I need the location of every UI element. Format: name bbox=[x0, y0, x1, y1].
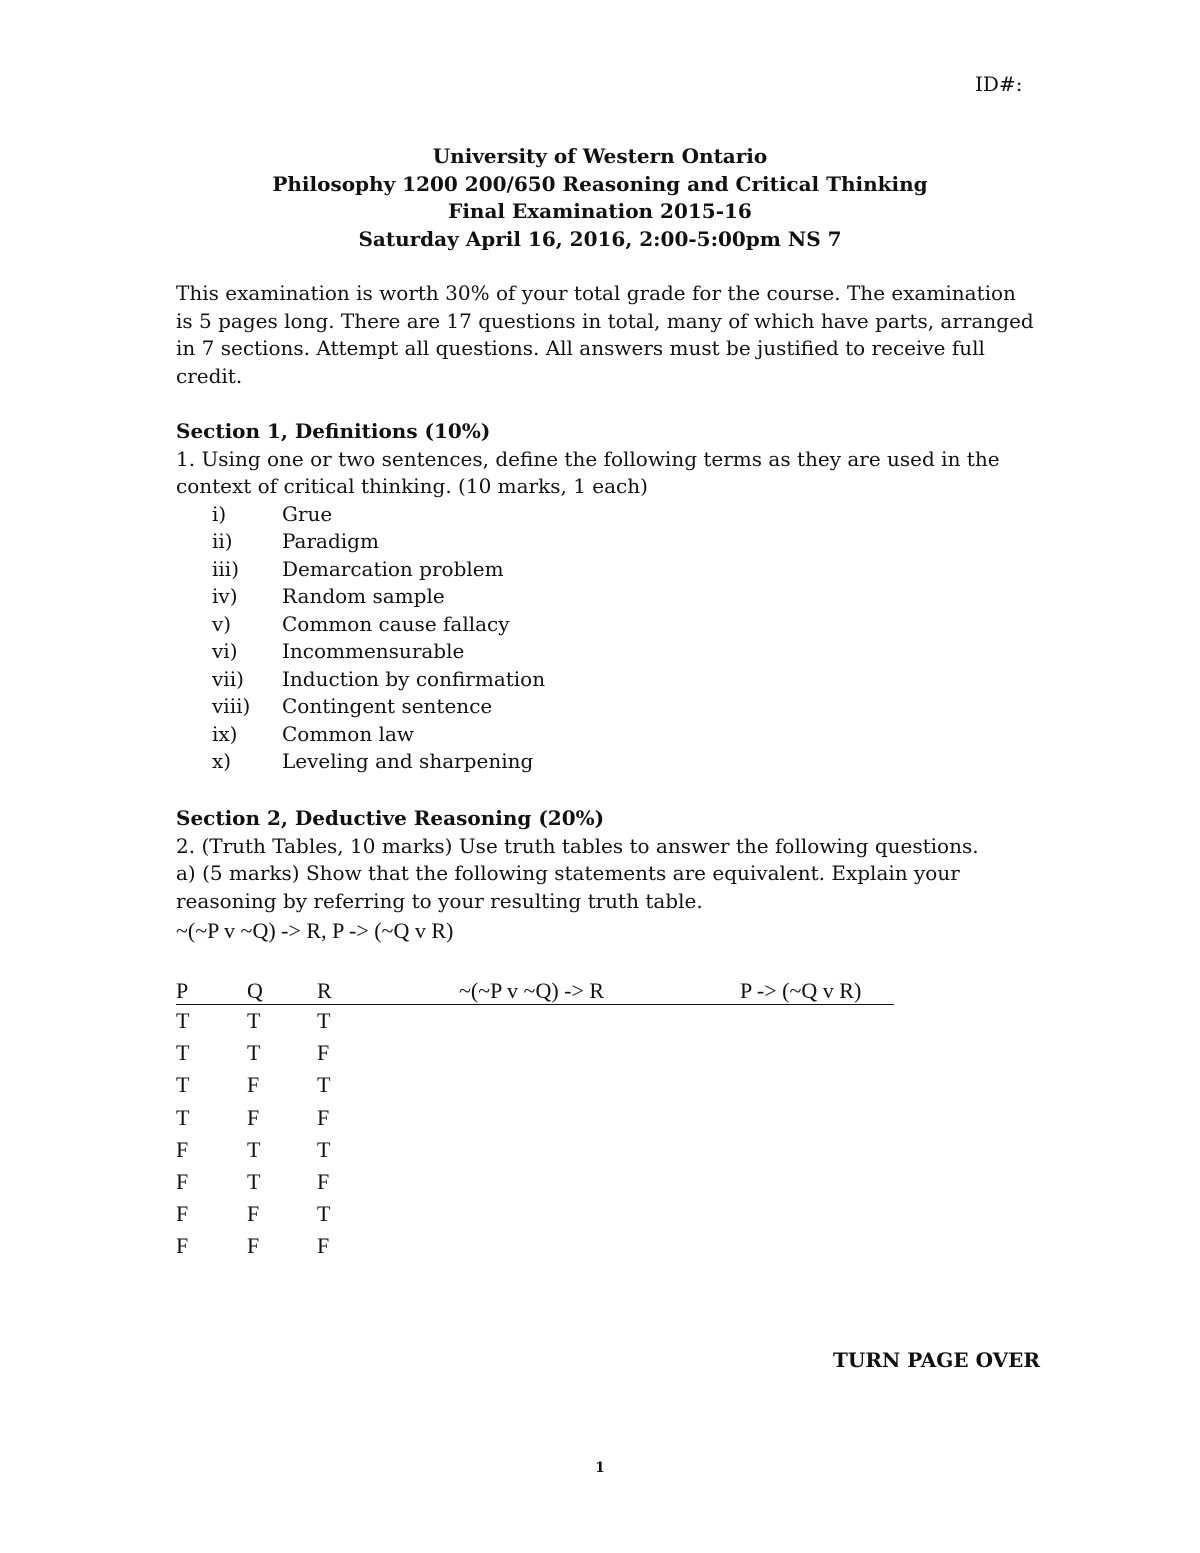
item-term: Paradigm bbox=[282, 529, 379, 553]
list-item bbox=[176, 748, 1036, 776]
item-number: iv) bbox=[212, 584, 238, 608]
item-number: viii) bbox=[212, 694, 251, 718]
table-cell: F bbox=[317, 1040, 330, 1066]
instruction-line: in 7 sections. Attempt all questions. All answers must be justified to receive full bbox=[176, 336, 985, 360]
table-cell: T bbox=[317, 1201, 331, 1227]
section-1-title: Section 1, Definitions (10%) bbox=[176, 419, 491, 443]
item-term: Induction by confirmation bbox=[282, 666, 546, 691]
table-cell: T bbox=[247, 1136, 261, 1162]
list-item bbox=[176, 638, 1036, 666]
table-cell: T bbox=[317, 1008, 331, 1033]
table-row bbox=[176, 1198, 894, 1230]
header-cell: R bbox=[317, 978, 332, 1003]
table-row bbox=[176, 1102, 894, 1134]
table-row bbox=[176, 1166, 894, 1198]
table-cell: T bbox=[247, 1168, 261, 1194]
course-title: Philosophy 1200 200/650 Reasoning and Critical Thinking bbox=[272, 171, 928, 196]
table-cell: F bbox=[317, 1104, 330, 1130]
formula-statements: ~(~P v ~Q) -> R, P -> (~Q v R) bbox=[176, 918, 454, 943]
table-cell: F bbox=[247, 1072, 260, 1098]
item-number: vii) bbox=[212, 666, 244, 691]
instruction-line: credit. bbox=[176, 363, 243, 388]
item-number: ix) bbox=[212, 721, 238, 746]
table-cell: T bbox=[247, 1040, 261, 1066]
item-term: Common law bbox=[282, 721, 414, 746]
header-cell: P -> (~Q v R) bbox=[740, 978, 862, 1003]
table-cell: T bbox=[247, 1008, 261, 1033]
header-cell: Q bbox=[247, 978, 263, 1003]
item-term: Grue bbox=[282, 501, 333, 526]
table-cell: T bbox=[176, 1104, 190, 1130]
section-2 bbox=[176, 805, 1036, 945]
table-row bbox=[176, 1069, 894, 1101]
table-cell: F bbox=[176, 1201, 189, 1227]
table-cell: F bbox=[176, 1233, 189, 1259]
table-cell: F bbox=[176, 1168, 189, 1194]
table-row bbox=[176, 1037, 894, 1069]
table-cell: T bbox=[317, 1136, 331, 1162]
exam-header bbox=[0, 143, 1200, 253]
exam-instructions bbox=[176, 280, 1036, 390]
list-item bbox=[176, 666, 1036, 694]
table-cell: F bbox=[317, 1233, 330, 1259]
question-2-text: 2. (Truth Tables, 10 marks) Use truth tables to answer the following questions. bbox=[176, 833, 979, 858]
table-row bbox=[176, 1134, 894, 1166]
truth-table bbox=[176, 978, 894, 1263]
header-cell: P bbox=[176, 978, 189, 1003]
table-cell: F bbox=[317, 1168, 330, 1194]
definitions-list bbox=[176, 501, 1036, 776]
list-item bbox=[176, 693, 1036, 721]
list-item bbox=[176, 556, 1036, 584]
truth-table-header bbox=[176, 978, 894, 1005]
item-term: Incommensurable bbox=[282, 639, 465, 663]
item-number: x) bbox=[212, 749, 232, 773]
question-1-text: 1. Using one or two sentences, define the following terms as they are used in the bbox=[176, 446, 1000, 471]
section-2-title: Section 2, Deductive Reasoning (20%) bbox=[176, 806, 605, 830]
list-item bbox=[176, 721, 1036, 749]
table-cell: T bbox=[176, 1040, 190, 1066]
item-term: Leveling and sharpening bbox=[282, 749, 534, 773]
header-cell: ~(~P v ~Q) -> R bbox=[459, 978, 605, 1003]
instruction-line: is 5 pages long. There are 17 questions in total, many of which have parts, arranged bbox=[176, 308, 1034, 333]
section-1 bbox=[176, 418, 1036, 776]
part-a-text: a) (5 marks) Show that the following statements are equivalent. Explain your bbox=[176, 861, 960, 885]
item-number: i) bbox=[212, 501, 227, 526]
item-term: Random sample bbox=[282, 584, 445, 608]
table-cell: F bbox=[176, 1136, 189, 1162]
item-term: Common cause fallacy bbox=[282, 611, 510, 636]
table-cell: F bbox=[247, 1201, 260, 1227]
list-item bbox=[176, 501, 1036, 529]
university-name: University of Western Ontario bbox=[432, 144, 768, 168]
exam-title: Final Examination 2015-16 bbox=[448, 199, 752, 223]
table-cell: F bbox=[247, 1233, 260, 1259]
item-number: v) bbox=[212, 611, 232, 636]
exam-date: Saturday April 16, 2016, 2:00-5:00pm NS 7 bbox=[358, 226, 842, 251]
list-item bbox=[176, 611, 1036, 639]
table-cell: T bbox=[176, 1008, 190, 1033]
list-item bbox=[176, 583, 1036, 611]
item-term: Contingent sentence bbox=[282, 694, 493, 718]
table-row bbox=[176, 1230, 894, 1262]
table-cell: F bbox=[247, 1104, 260, 1130]
list-item bbox=[176, 528, 1036, 556]
turn-page-over-note: TURN PAGE OVER bbox=[833, 1348, 1041, 1372]
table-cell: T bbox=[176, 1072, 190, 1098]
item-term: Demarcation problem bbox=[282, 556, 504, 581]
table-row bbox=[176, 1005, 894, 1037]
instruction-line: This examination is worth 30% of your total grade for the course. The examination bbox=[176, 281, 1016, 305]
page-number: 1 bbox=[595, 1460, 605, 1476]
table-cell: T bbox=[317, 1072, 331, 1098]
item-number: iii) bbox=[212, 556, 239, 581]
item-number: ii) bbox=[212, 529, 233, 553]
student-id-label: ID#: bbox=[975, 72, 1023, 96]
item-number: vi) bbox=[212, 639, 238, 663]
question-1-text: context of critical thinking. (10 marks, 1 each) bbox=[176, 474, 648, 498]
part-a-text: reasoning by referring to your resulting truth table. bbox=[176, 888, 703, 913]
